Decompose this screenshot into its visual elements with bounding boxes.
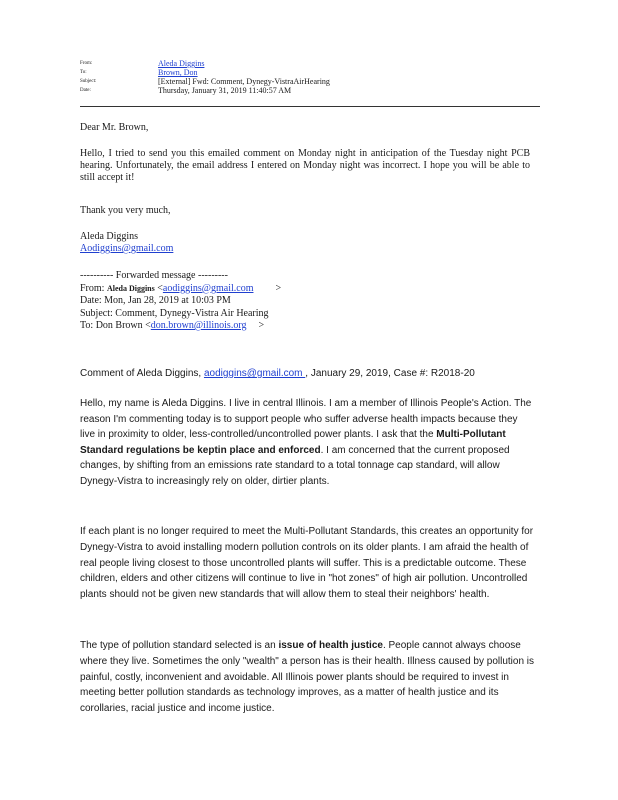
comment-title-email-link[interactable]: aodiggins@gmail.com bbox=[203, 368, 306, 379]
forwarded-to-line bbox=[80, 320, 281, 333]
header-subject-row bbox=[80, 77, 550, 86]
cover-thanks: Thank you very much, bbox=[80, 205, 171, 216]
email-header bbox=[80, 59, 550, 95]
signature-email-line bbox=[80, 243, 195, 255]
header-from-row bbox=[80, 59, 550, 68]
comment-title-suffix: , January 29, 2019, Case #: R2018-20 bbox=[305, 368, 475, 379]
forwarded-from-close: > bbox=[275, 282, 282, 294]
from-value-link[interactable]: Aleda Diggins bbox=[158, 59, 205, 68]
p1-bold-text: Multi-Pollutant Standard regulations be keptin place and enforced bbox=[80, 429, 506, 456]
subject-label: Subject: bbox=[80, 79, 97, 84]
forwarded-divider: ---------- Forwarded message --------- bbox=[80, 270, 228, 281]
forwarded-from-name: Aleda Diggins bbox=[106, 283, 155, 293]
p3-text-b: . People cannot always choose where they live. Sometimes the only "wealth" a person has is their health. Illness caused by pollution is painful, costly, inconvenient and avoidable. All Illinois power plants should be required to invest in meeting better pollution standards as technology improves, as a matter of health justice and its corollaries, racial justice and income justice. bbox=[80, 640, 535, 715]
forwarded-from-prefix: From: bbox=[80, 282, 107, 294]
date-label: Date: bbox=[80, 88, 91, 93]
forwarded-from-open: < bbox=[154, 282, 163, 294]
comment-paragraph-3 bbox=[80, 638, 535, 717]
comment-title-prefix: Comment of Aleda Diggins, bbox=[80, 368, 204, 379]
to-value-link[interactable]: Brown, Don bbox=[158, 68, 198, 77]
subject-value: [External] Fwd: Comment, Dynegy-VistraAirHearing bbox=[158, 77, 330, 86]
signature-name: Aleda Diggins bbox=[80, 231, 139, 242]
header-to-row bbox=[80, 68, 550, 77]
header-divider bbox=[80, 106, 540, 107]
signature-email-link[interactable]: Aodiggins@gmail.com bbox=[80, 243, 174, 254]
forwarded-from-line bbox=[80, 283, 281, 296]
greeting: Dear Mr. Brown, bbox=[80, 122, 149, 133]
forwarded-to-prefix: To: Don Brown < bbox=[80, 320, 151, 331]
p1-text-b: . I am concerned that the current proposed changes, by shifting from an emissions rate standard to a total tonnage cap standard, will allow Dynegy-Vistra to increasingly rely on older, dirtier plants. bbox=[80, 444, 510, 487]
p3-bold-text: issue of health justice bbox=[278, 640, 383, 651]
forwarded-to-close: > bbox=[258, 320, 265, 331]
p3-text-a: The type of pollution standard selected is an bbox=[80, 640, 279, 651]
forwarded-from-email-link[interactable]: aodiggins@gmail.com bbox=[162, 282, 254, 294]
comment-paragraph-2: If each plant is no longer required to meet the Multi-Pollutant Standards, this creates an opportunity for Dynegy-Vistra to avoid installing modern pollution controls on its older plants. I am afraid the health of real people living closest to those uncontrolled plants will suffer. This is a predictable outcome. These children, elders and other citizens will continue to live in "hot zones" of high air pollution. Uncontrolled plants should not be given new standards that will allow them to steal their neighbors' health. bbox=[80, 526, 534, 601]
cover-body: Hello, I tried to send you this emailed comment on Monday night in anticipation of the Tuesday night PCB hearing. Unfortunately, the email address I entered on Monday night was incorrect. I hope you will be able to still accept it! bbox=[80, 148, 530, 183]
date-value: Thursday, January 31, 2019 11:40:57 AM bbox=[158, 86, 292, 95]
from-label: From: bbox=[80, 61, 93, 66]
comment-title bbox=[80, 366, 535, 382]
header-date-row bbox=[80, 86, 550, 95]
forwarded-block bbox=[80, 270, 281, 333]
forwarded-subject-line: Subject: Comment, Dynegy-Vistra Air Hearing bbox=[80, 307, 269, 319]
forwarded-date-line: Date: Mon, Jan 28, 2019 at 10:03 PM bbox=[80, 295, 231, 306]
forwarded-to-email-link[interactable]: don.brown@illinois.org bbox=[150, 320, 247, 331]
comment-paragraph-1 bbox=[80, 396, 535, 490]
to-label: To: bbox=[80, 70, 87, 75]
p1-text-a: Hello, my name is Aleda Diggins. I live in central Illinois. I am a member of Illinois People's Action. The reason I'm commenting today is to support people who suffer adverse health impacts because they live in proximity to older, less-controlled/uncontrolled power plants. I ask that the bbox=[80, 398, 532, 441]
